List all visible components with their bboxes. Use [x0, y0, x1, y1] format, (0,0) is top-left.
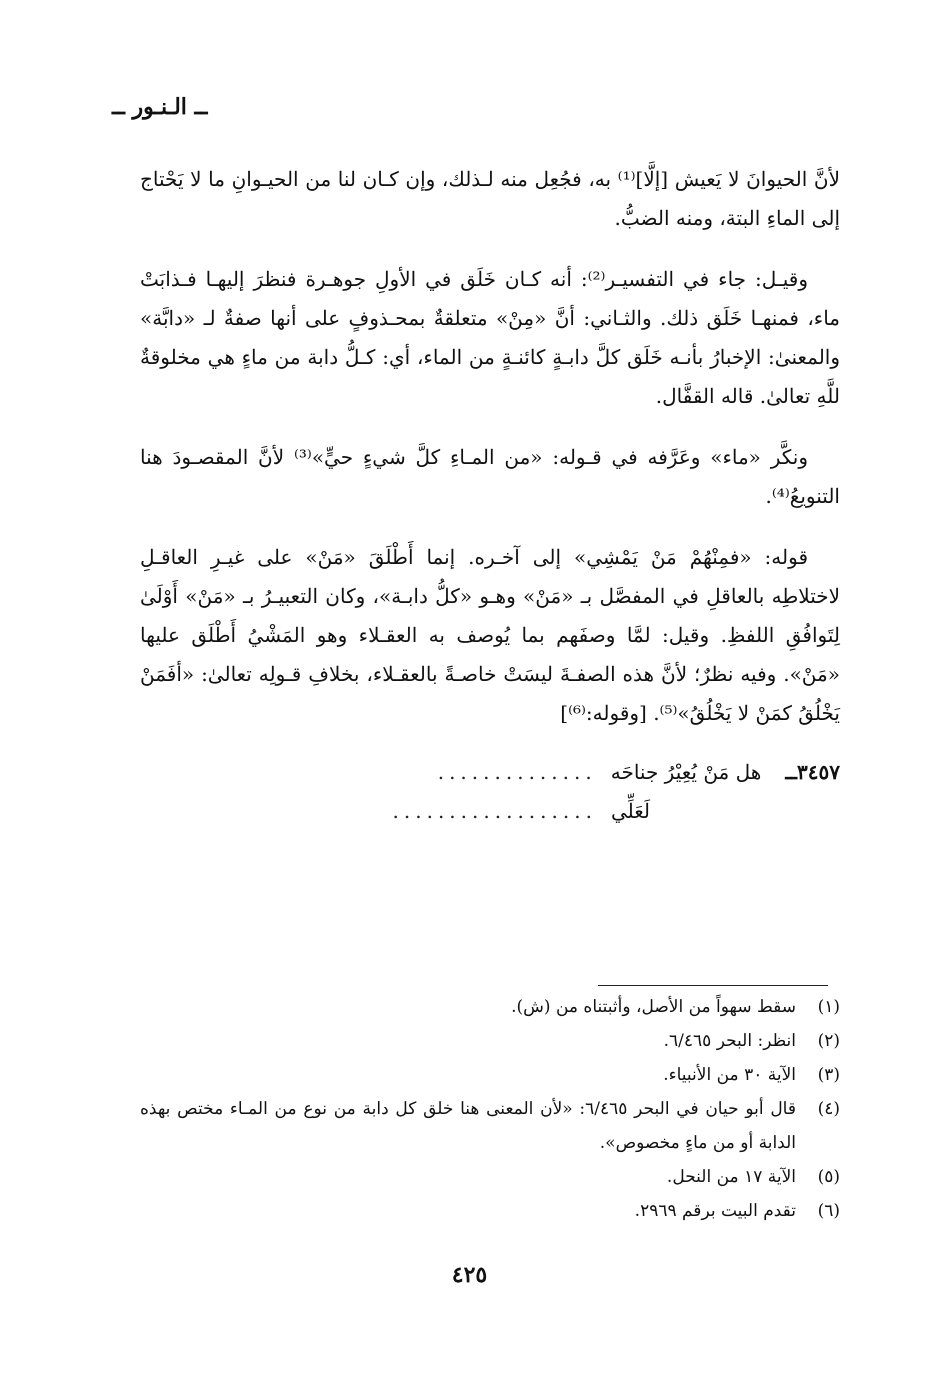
- verse-ellipsis: ..................: [392, 799, 597, 823]
- verse-number: ٣٤٥٧ــ: [785, 760, 840, 784]
- running-head: ــ الـنـور ــ: [112, 94, 208, 120]
- paragraph: لأنَّ الحيوانَ لا يَعيش [إلَّا]⁽¹⁾ به، فجُعِل منه لـذلك، وإن كـان لنا من الحيـوانِ ما لا يَحْتاج إلى الماءِ البتة، ومنه الضبُّ.: [140, 167, 840, 230]
- footnote-number: (١): [817, 997, 840, 1017]
- poem-line-1: [140, 753, 840, 792]
- footnote: [140, 1092, 840, 1160]
- footnote-text: قال أبو حيان في البحر ٦/٤٦٥: «لأن المعنى هنا خلق كل دابة من نوع من المـاء مختص بهذه الدابة أو من ماءٍ مخصوص».: [140, 1099, 796, 1153]
- footnote: [140, 1194, 840, 1228]
- footnote-text: سقط سهواً من الأصل، وأثبتناه من (ش).: [511, 997, 796, 1017]
- verse-ellipsis: ..............: [437, 760, 597, 784]
- poem-line-2: [140, 792, 840, 831]
- paragraph: قوله: «فمِنْهُمْ مَنْ يَمْشِي» إلى آخـره. إنما أَطْلَقَ «مَنْ» على غيـرِ العاقـلِ لاختلاطِه بالعاقلِ في المفصَّل بـ «مَنْ» وهـو «كلُّ دابـة»، وكان التعبيـرُ بـ «مَنْ» أَوْلَىٰ لِتَوافُقِ اللفظِ. وقيل: لمَّا وصفَهم بما يُوصف به العقـلاء وهو المَشْيُ أَطْلَق عليها «مَنْ». وفيه نظرٌ؛ لأنَّ هذه الصفـةَ ليسَتْ خاصـةً بالعقـلاء، بخلافِ قـولِه تعالىٰ: «أفَمَنْ يَخْلُقُ كمَنْ لا يَخْلُقُ»⁽⁵⁾. [وقوله:⁽⁶⁾]: [140, 545, 840, 725]
- footnote-text: الآية ٣٠ من الأنبياء.: [663, 1065, 796, 1085]
- main-text: [140, 160, 840, 831]
- footnotes: [140, 990, 840, 1228]
- footnote: [140, 1160, 840, 1194]
- page-number: ٤٢٥: [451, 1262, 488, 1288]
- footnote-number: (٥): [817, 1167, 840, 1187]
- footnote-number: (٢): [817, 1031, 840, 1051]
- paragraph: ونكَّر «ماء» وعَرَّفه في قـوله: «من المـاءِ كلَّ شيءٍ حيٍّ»⁽³⁾ لأنَّ المقصـودَ هنا التنويعُ⁽⁴⁾.: [140, 445, 840, 508]
- footnote-number: (٤): [817, 1099, 840, 1119]
- footnote-text: تقدم البيت برقم ٢٩٦٩.: [634, 1201, 796, 1221]
- verse-hemistich: هل مَنْ يُعِيْرُ جناحَه: [610, 760, 762, 784]
- paragraph: وقيـل: جاء في التفسيـر⁽²⁾: أنه كـان خَلَق في الأولِ جوهـرة فنظرَ إليهـا فـذابَتْ ماء، فمنهـا خَلَق ذلك. والثـاني: أنَّ «مِنْ» متعلقةٌ بمحـذوفٍ على أنها صفةٌ لـ «دابَّة» والمعنىٰ: الإخبارُ بأنـه خَلَق كلَّ دابـةٍ كائنـةٍ من الماء، أي: كـلُّ دابة من ماءٍ هي مخلوقةٌ للَّهِ تعالىٰ. قاله القفَّال.: [140, 267, 840, 408]
- footnote-divider: [598, 985, 828, 986]
- footnote-text: انظر: البحر ٦/٤٦٥.: [663, 1031, 796, 1051]
- footnote: [140, 1058, 840, 1092]
- footnote-number: (٣): [817, 1065, 840, 1085]
- verse-hemistich: لَعَلِّي: [610, 799, 650, 823]
- footnote: [140, 1024, 840, 1058]
- footnote: [140, 990, 840, 1024]
- footnote-text: الآية ١٧ من النحل.: [666, 1167, 796, 1187]
- poem-verse: [140, 753, 840, 831]
- footnote-number: (٦): [817, 1201, 840, 1221]
